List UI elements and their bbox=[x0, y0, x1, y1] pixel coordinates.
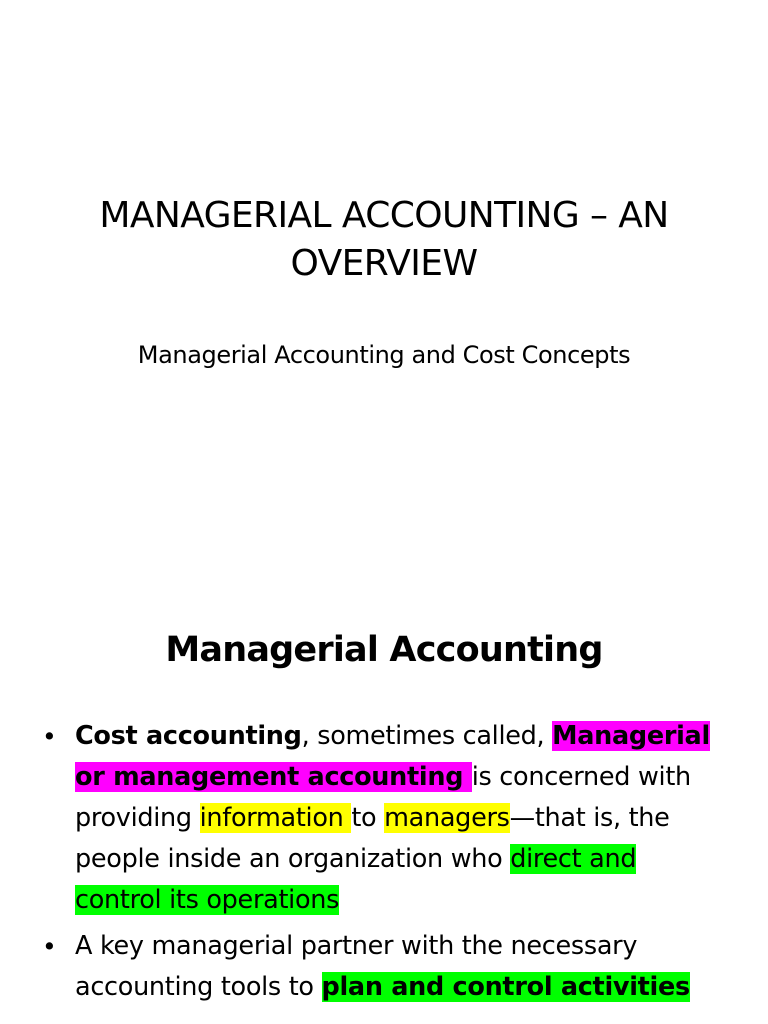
highlight-information: information bbox=[199, 803, 352, 833]
highlight-direct-control: direct and control its operations bbox=[75, 844, 637, 915]
highlight-managers: managers bbox=[384, 803, 510, 833]
term-cost-accounting: Cost accounting bbox=[75, 721, 302, 751]
highlight-plan-control: plan and control activities bbox=[321, 972, 690, 1002]
slide-managerial-accounting bbox=[0, 576, 768, 1024]
highlight-managerial-accounting: Managerial or management accounting bbox=[75, 721, 710, 792]
bullet-list bbox=[0, 716, 768, 1013]
bullet-text: to bbox=[351, 803, 385, 833]
slide-subtitle: Managerial Accounting and Cost Concepts bbox=[137, 341, 631, 369]
bullet-text: A key managerial partner with the necessary accounting tools to bbox=[75, 931, 638, 1002]
bullet-item-key-partner bbox=[0, 926, 768, 1008]
bullet-text: is concerned with providing bbox=[75, 762, 691, 833]
bullet-item-cost-accounting bbox=[0, 716, 768, 921]
bullet-text: , sometimes called, bbox=[301, 721, 553, 751]
slide-title-heading: MANAGERIAL ACCOUNTING – AN OVERVIEW bbox=[99, 195, 669, 284]
bullet-marker: • bbox=[42, 722, 57, 751]
bullet-marker: • bbox=[42, 932, 57, 961]
bullet-text: —that is, the people inside an organization who bbox=[75, 803, 670, 874]
slide-heading: Managerial Accounting bbox=[165, 630, 603, 670]
